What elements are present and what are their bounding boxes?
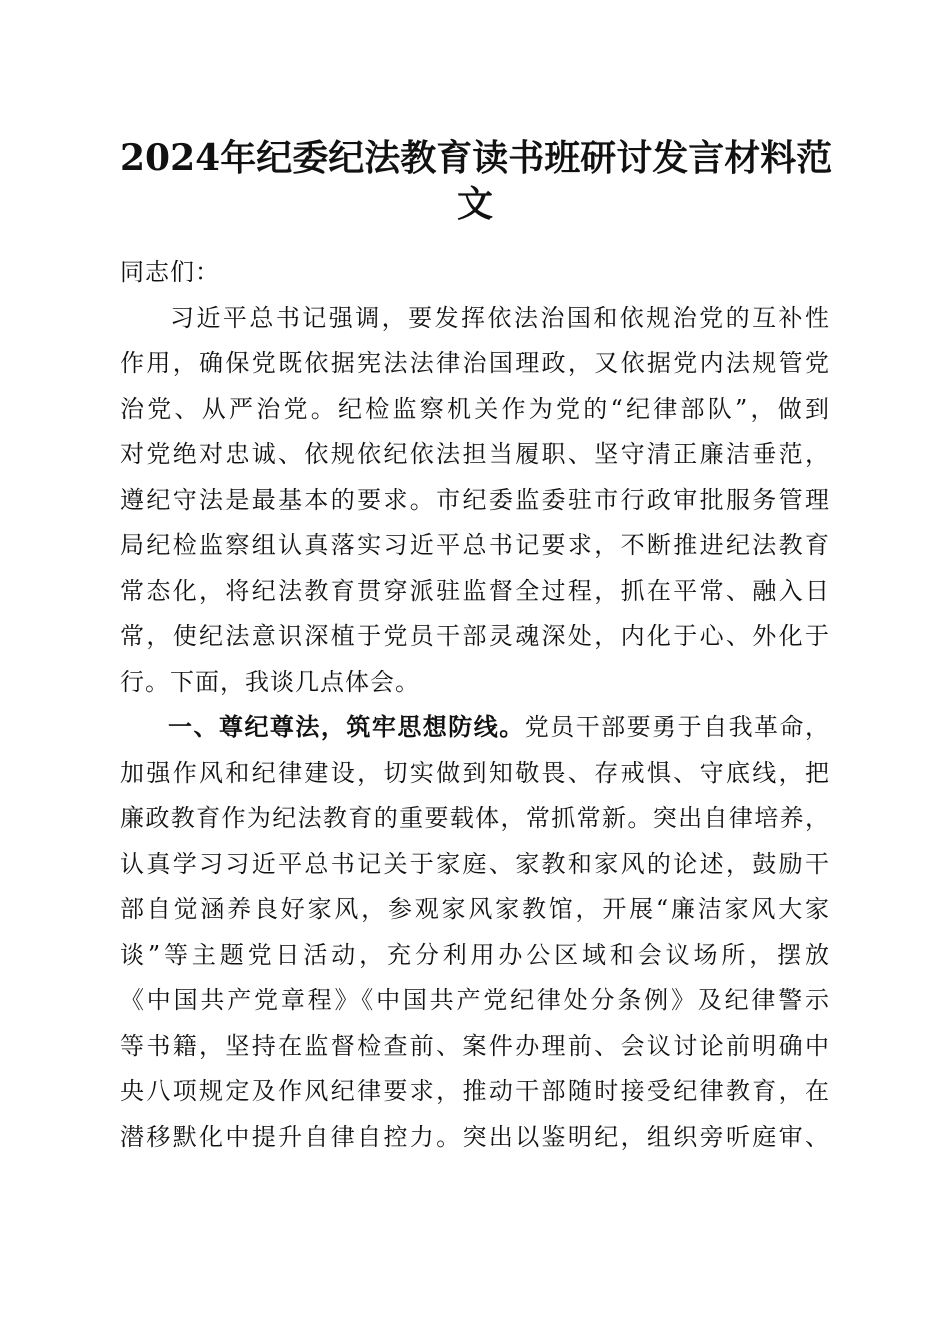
paragraph-2-line: 廉政教育作为纪法教育的重要载体，常抓常新。突出自律培养， (120, 804, 830, 832)
paragraph-1-line: 行。下面，我谈几点体会。 (120, 667, 420, 696)
paragraph-2-line: 《中国共产党章程》《中国共产党纪律处分条例》及纪律警示 (120, 986, 830, 1014)
title-line-2: 文 (456, 183, 493, 225)
paragraph-1-line: 常态化，将纪法教育贯穿派驻监督全过程，抓在平常、融入日 (120, 576, 830, 605)
paragraph-2-line: 潜移默化中提升自律自控力。突出以鉴明纪，组织旁听庭审、 (120, 1122, 830, 1151)
document-body (120, 250, 830, 1160)
paragraph-1-line: 常，使纪法意识深植于党员干部灵魂深处，内化于心、外化于 (120, 622, 830, 650)
title-line-1: 2024年纪委纪法教育读书班研讨发言材料范 (120, 137, 833, 179)
paragraph-2-line: 谈”等主题党日活动，充分利用办公区域和会议场所，摆放 (120, 940, 830, 969)
paragraph-2-line: 央八项规定及作风纪律要求，推动干部随时接受纪律教育，在 (120, 1077, 830, 1105)
paragraph-1-line: 习近平总书记强调，要发挥依法治国和依规治党的互补性 (170, 303, 830, 332)
document-title (120, 135, 833, 227)
section-heading: 一、尊纪尊法，筑牢思想防线。 (168, 713, 525, 741)
paragraph-1-line: 对党绝对忠诚、依规依纪依法担当履职、坚守清正廉洁垂范， (120, 440, 830, 468)
paragraph-2-line: 部自觉涵养良好家风，参观家风家教馆，开展“廉洁家风大家 (120, 895, 830, 923)
paragraph-2-line: 等书籍，坚持在监督检查前、案件办理前、会议讨论前明确中 (120, 1031, 830, 1060)
paragraph-2-line: 加强作风和纪律建设，切实做到知敬畏、存戒惧、守底线，把 (120, 758, 830, 787)
paragraph-1-line: 作用，确保党既依据宪法法律治国理政，又依据党内法规管党 (120, 349, 830, 377)
paragraph-1-line: 遵纪守法是最基本的要求。市纪委监委驻市行政审批服务管理 (120, 485, 830, 514)
paragraph-2-first-line (120, 705, 830, 751)
paragraph-1-line: 局纪检监察组认真落实习近平总书记要求，不断推进纪法教育 (120, 531, 830, 559)
paragraph-1-line: 治党、从严治党。纪检监察机关作为党的“纪律部队”，做到 (120, 394, 830, 423)
paragraph-2-line: 认真学习习近平总书记关于家庭、家教和家风的论述，鼓励干 (120, 849, 830, 878)
salutation: 同志们： (120, 258, 220, 286)
paragraph-2-first-text: 党员干部要勇于自我革命， (524, 713, 831, 741)
